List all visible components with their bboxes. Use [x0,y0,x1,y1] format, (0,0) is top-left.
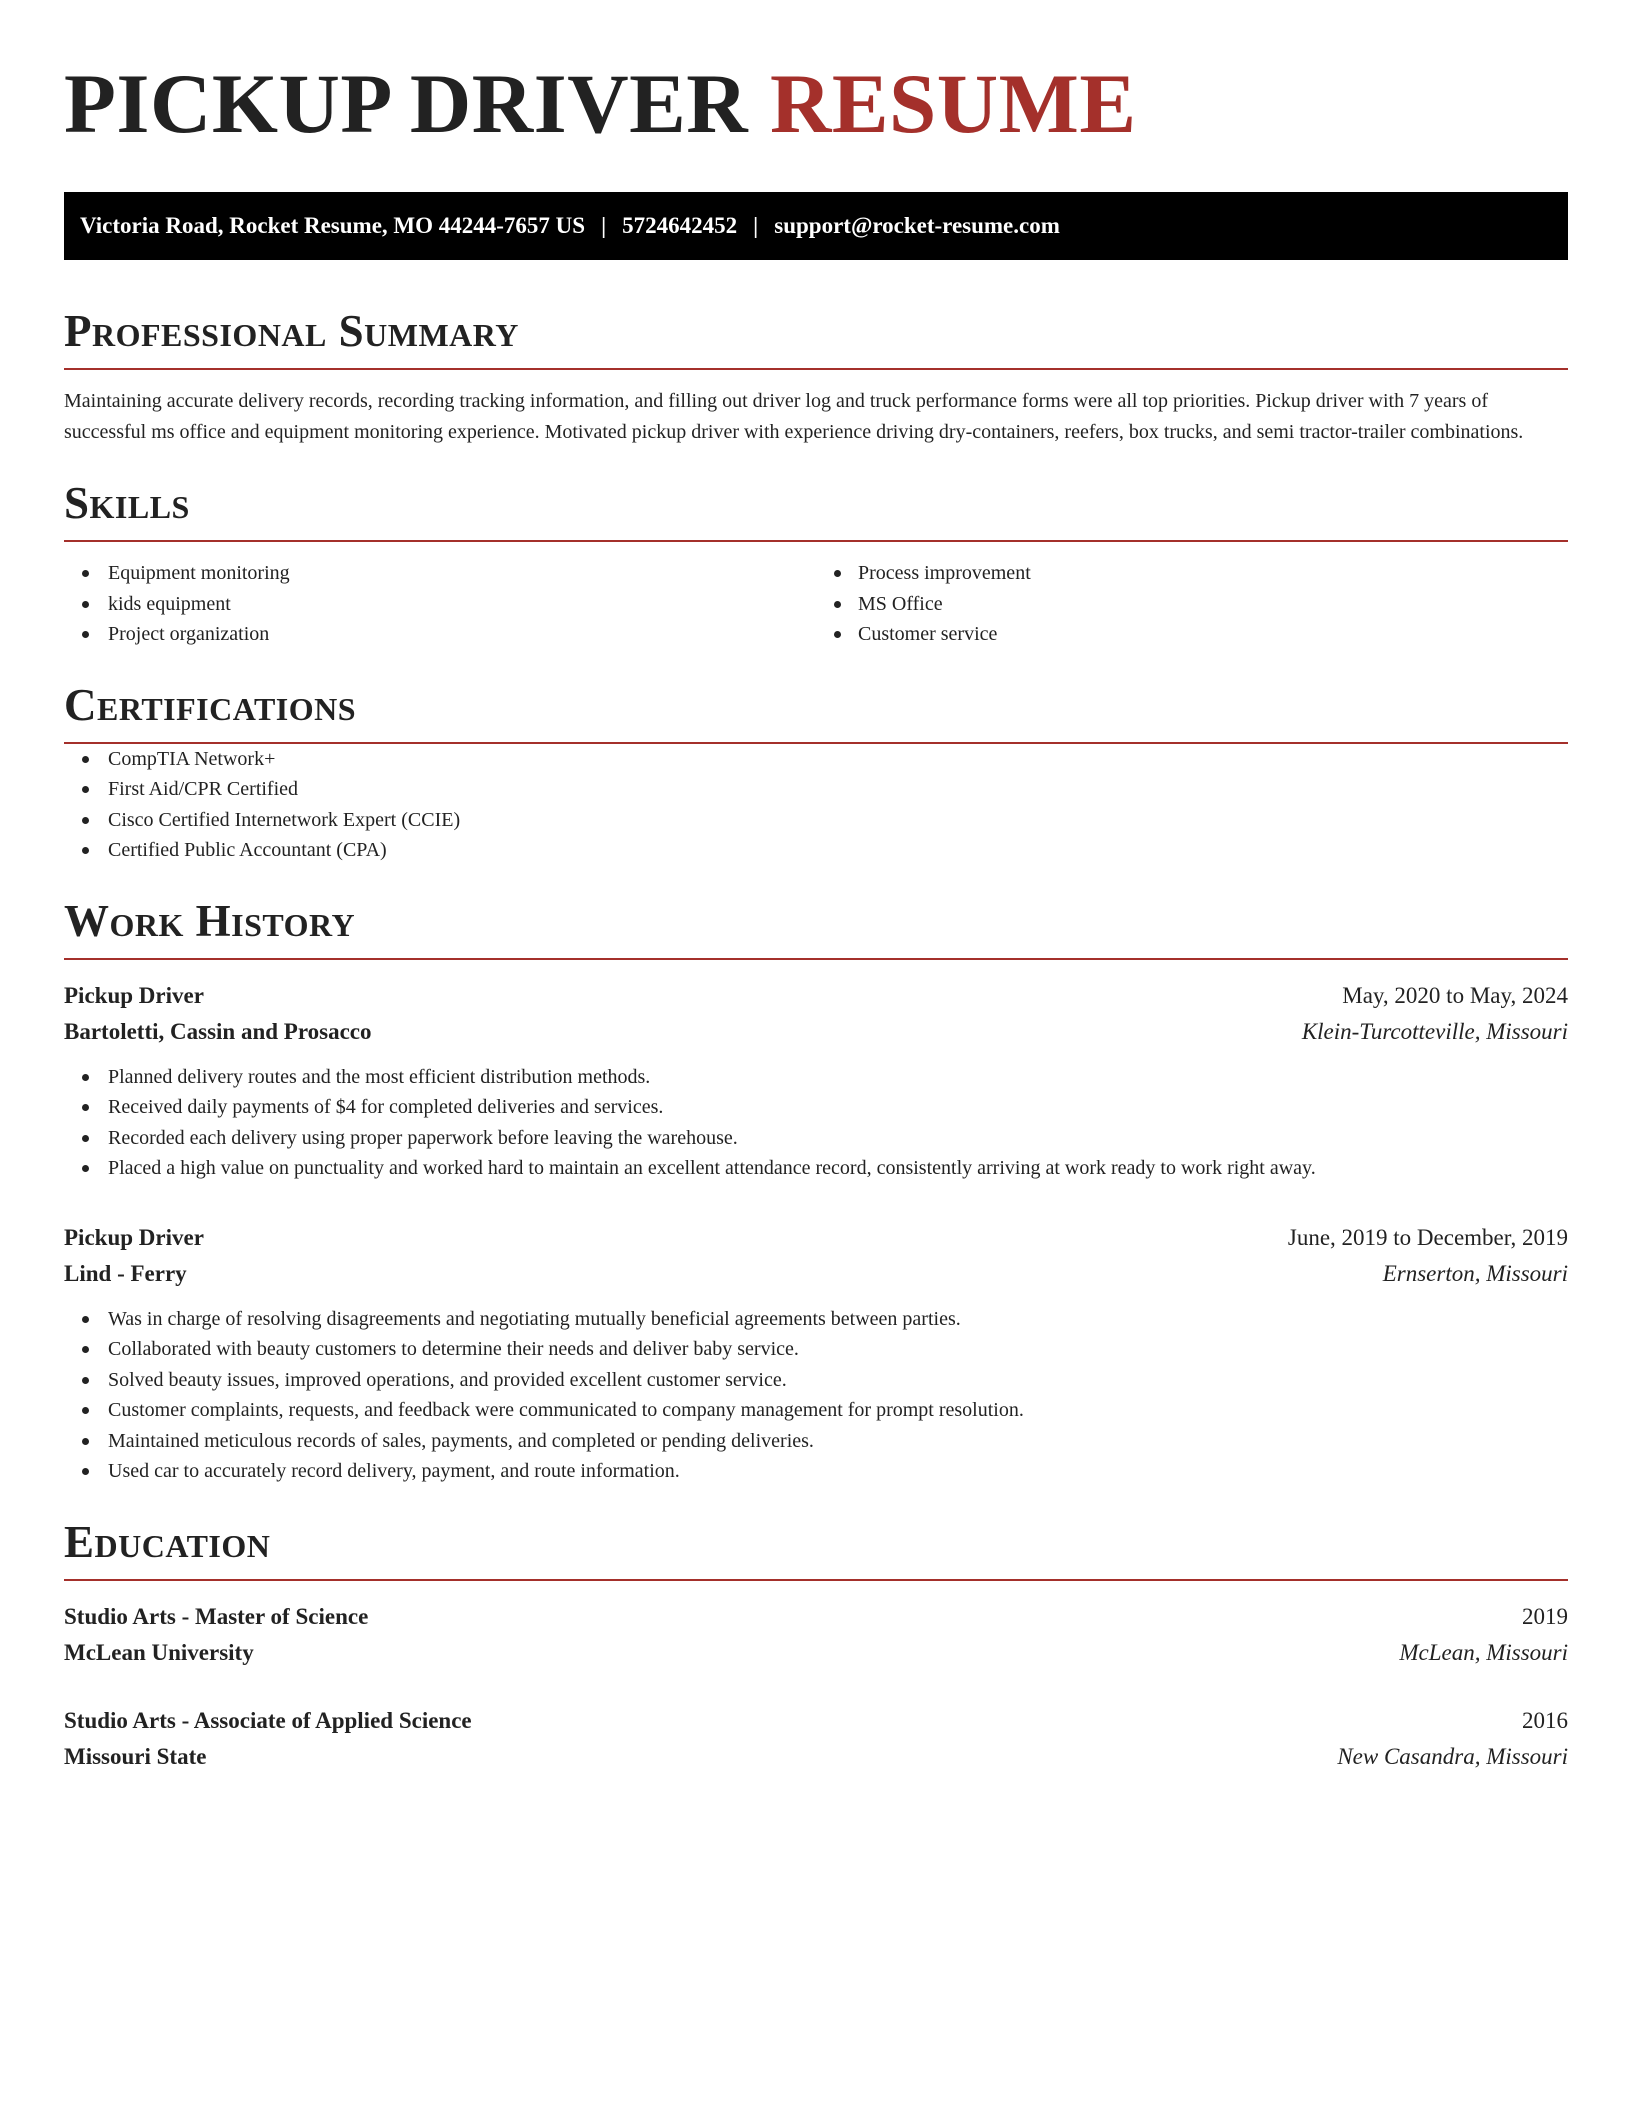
job-bullet: Planned delivery routes and the most efficient distribution methods. [64,1062,1568,1093]
education-degree: Studio Arts - Associate of Applied Science [64,1707,472,1733]
education-school-row [64,1635,1568,1671]
education-school: McLean University [64,1639,254,1665]
job-bullets [64,1304,1568,1487]
job-dates: May, 2020 to May, 2024 [1342,982,1568,1008]
job-bullets [64,1062,1568,1184]
job-title: Pickup Driver [64,982,204,1008]
job-header-row [64,978,1568,1014]
skills-heading: Skills [64,478,1568,542]
skills-grid [64,558,1568,650]
skill-item: Customer service [816,619,1568,650]
education-school-row [64,1739,1568,1775]
skill-item: kids equipment [64,589,816,620]
skill-item: MS Office [816,589,1568,620]
title-accent-part: RESUME [769,57,1137,151]
education-degree: Studio Arts - Master of Science [64,1603,369,1629]
job-bullet: Collaborated with beauty customers to determine their needs and deliver baby service. [64,1334,1568,1365]
job-company-row [64,1256,1568,1292]
skill-item: Equipment monitoring [64,558,816,589]
job-company: Bartoletti, Cassin and Prosacco [64,1018,372,1044]
contact-separator: | [601,213,607,238]
contact-bar [64,192,1568,260]
skill-item: Process improvement [816,558,1568,589]
education-heading: Education [64,1517,1568,1581]
work-history-heading: Work History [64,896,1568,960]
job-dates: June, 2019 to December, 2019 [1287,1224,1568,1250]
job-title: Pickup Driver [64,1224,204,1250]
job-location: Klein-Turcotteville, Missouri [1301,1018,1568,1044]
education-school: Missouri State [64,1743,207,1769]
job-bullet: Maintained meticulous records of sales, payments, and completed or pending deliveries. [64,1426,1568,1457]
job-company: Lind - Ferry [64,1260,187,1286]
job-bullet: Recorded each delivery using proper paperwork before leaving the warehouse. [64,1123,1568,1154]
certification-item: CompTIA Network+ [64,744,1568,775]
education-location: McLean, Missouri [1399,1639,1568,1665]
certifications-list [64,744,1568,866]
education-degree-row [64,1703,1568,1739]
job-bullet: Received daily payments of $4 for completed deliveries and services. [64,1092,1568,1123]
contact-email[interactable]: support@rocket-resume.com [774,213,1060,238]
job-location: Ernserton, Missouri [1382,1260,1568,1286]
job-entry [64,1220,1568,1487]
skills-list-left [64,558,816,650]
education-degree-row [64,1599,1568,1635]
contact-separator: | [753,213,759,238]
education-entry [64,1703,1568,1775]
summary-heading: Professional Summary [64,306,1568,370]
summary-text: Maintaining accurate delivery records, recording tracking information, and filling out driver log and truck performance forms were all top priorities. Pickup driver with 7 years of successful ms office and equipment monitoring experience. Motivated pickup driver with experience driving dry-containers, reefers, box trucks, and semi tractor-trailer combinations. [64,390,1524,443]
certification-item: Cisco Certified Internetwork Expert (CCIE) [64,805,1568,836]
education-entry [64,1599,1568,1671]
resume-title [64,58,1568,150]
skills-list-right [816,558,1568,650]
skill-item: Project organization [64,619,816,650]
job-entry [64,978,1568,1184]
job-bullet: Placed a high value on punctuality and worked hard to maintain an excellent attendance record, consistently arriving at work ready to work right away. [64,1153,1568,1184]
job-bullet: Customer complaints, requests, and feedback were communicated to company management for prompt resolution. [64,1395,1568,1426]
certifications-heading: Certifications [64,680,1568,744]
job-header-row [64,1220,1568,1256]
certification-item: First Aid/CPR Certified [64,774,1568,805]
education-year: 2016 [1522,1707,1568,1733]
job-company-row [64,1014,1568,1050]
job-bullet: Used car to accurately record delivery, payment, and route information. [64,1456,1568,1487]
job-bullet: Was in charge of resolving disagreements and negotiating mutually beneficial agreements between parties. [64,1304,1568,1335]
certification-item: Certified Public Accountant (CPA) [64,835,1568,866]
contact-phone[interactable]: 5724642452 [622,213,738,238]
job-bullet: Solved beauty issues, improved operations, and provided excellent customer service. [64,1365,1568,1396]
education-location: New Casandra, Missouri [1337,1743,1568,1769]
education-year: 2019 [1522,1603,1568,1629]
title-dark-part: PICKUP DRIVER [64,57,749,151]
contact-address: Victoria Road, Rocket Resume, MO 44244-7657 US [80,213,586,238]
